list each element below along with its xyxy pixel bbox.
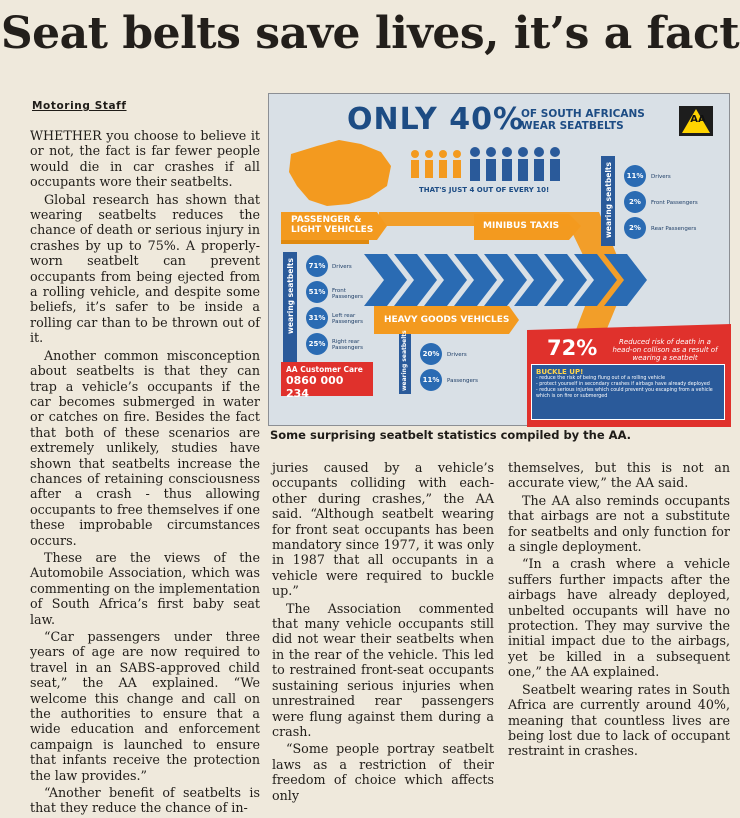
article-column-1 xyxy=(30,128,260,818)
aa-logo-text: AA xyxy=(690,114,706,125)
stat-pct: 31% xyxy=(308,314,326,322)
paragraph: juries caused by a vehicle’s occupants colliding with each-other during crashes,” the AA said. “Although seatbelt wearing for front seat occupants has been mandatory since 1977, it was only in 1987 that all occupants in a vehicle were required to buckle up.” xyxy=(272,460,494,599)
infographic-caption: Some surprising seatbelt statistics compiled by the AA. xyxy=(270,428,632,442)
paragraph: Seatbelt wearing rates in South Africa are currently around 40%, meaning that countless lives are being lost due to lack of occupant restraint in crashes. xyxy=(508,681,730,759)
paragraph: “Some people portray seatbelt laws as a restriction of their freedom of choice which affects only xyxy=(272,741,494,803)
stat-label: Drivers xyxy=(651,174,671,180)
article-column-2 xyxy=(272,460,494,805)
stat-pct: 2% xyxy=(629,198,641,206)
paragraph: These are the views of the Automobile Association, which was commenting on the implementation of South Africa’s first baby seat law. xyxy=(30,549,260,627)
paragraph: The Association commented that many vehicle occupants still did not wear their seatbelts when in the rear of the vehicle. This led to restrained front-seat occupants sustaining serious injuries when unrestrained rear passengers were flung against them during a crash. xyxy=(272,600,494,739)
people-icons xyxy=(411,147,560,181)
aa-customer-care xyxy=(281,362,373,400)
stat-pct: 25% xyxy=(308,340,326,348)
stat-pct: 71% xyxy=(308,262,326,270)
passenger-label: PASSENGER & LIGHT VEHICLES xyxy=(291,215,374,235)
buckle-line: - reduce serious injuries which could prevent you escaping from a vehicle which is on fire or submerged xyxy=(536,388,713,399)
stat-label: Drivers xyxy=(332,264,352,270)
stat-label: Rear Passengers xyxy=(651,226,697,232)
people-caption: THAT'S JUST 4 OUT OF EVERY 10! xyxy=(419,186,550,194)
paragraph: themselves, but this is not an accurate view,” the AA said. xyxy=(508,460,730,491)
heavy-label: HEAVY GOODS VEHICLES xyxy=(384,315,510,325)
paragraph: “Another benefit of seatbelts is that they reduce the chance of in- xyxy=(30,785,260,816)
stat-label: Front Passengers xyxy=(651,200,698,206)
buckle-up-box xyxy=(531,364,725,420)
infographic-title: ONLY 40% xyxy=(347,102,525,137)
minibus-label: MINIBUS TAXIS xyxy=(483,221,560,231)
vertical-label-minibus: wearing seatbelts xyxy=(604,162,613,238)
headline: Seat belts save lives, it’s a fact xyxy=(0,8,740,59)
byline: Motoring Staff xyxy=(32,100,127,112)
care-label: AA Customer Care xyxy=(286,365,363,374)
paragraph: Global research has shown that wearing seatbelts reduces the chance of death or serious injury in crashes by up to 75%. A properly-worn seatbelt can prevent occupants from being ejected from a rolling vehicle, and despite some beliefs, it’s safer to be inside a rolling car than to be thrown out of it. xyxy=(30,191,260,346)
stat-label: Drivers xyxy=(447,352,467,358)
article-column-3 xyxy=(508,460,730,761)
stat-label: Left rear Passengers xyxy=(332,313,364,325)
vertical-label-passenger: wearing seatbelts xyxy=(286,258,295,334)
stat-pct: 2% xyxy=(629,224,641,232)
stat-label: Front Passengers xyxy=(332,288,364,300)
paragraph: “In a crash where a vehicle suffers further impacts after the airbags have already deployed, unbelted occupants will have no protection. They may survive the initial impact due to the airbags, yet be killed in a subsequent one,” the AA explained. xyxy=(508,556,730,680)
stat-label: Right rear Passengers xyxy=(332,339,364,351)
buckle-line: - reduce the risk of being flung out of a rolling vehicle xyxy=(536,376,666,381)
paragraph: “Car passengers under three years of age are now required to travel in an SABS-approved child seat,” the AA explained. “We welcome this change and call on the authorities to ensure that a wide education and enforcement campaign is launched to ensure that infants receive the protection the law provides.” xyxy=(30,629,260,783)
buckle-title: BUCKLE UP! xyxy=(536,368,584,376)
paragraph: The AA also reminds occupants that airbags are not a substitute for seatbelts and only function for a single deployment. xyxy=(508,492,730,555)
buckle-line: - protect yourself in secondary crashes if airbags have already deployed xyxy=(536,382,710,387)
reduction-pct: 72% xyxy=(547,336,598,360)
seatbelt-infographic xyxy=(268,93,730,426)
care-number: 0860 000 234 xyxy=(286,374,344,400)
stat-pct: 51% xyxy=(308,288,326,296)
vertical-label-heavy: wearing seatbelts xyxy=(401,330,408,391)
stat-pct: 20% xyxy=(422,350,440,358)
south-africa-map-icon xyxy=(289,140,391,206)
paragraph: WHETHER you choose to believe it or not, the fact is far fewer people would die in car crashes if all occupants wore their seatbelts. xyxy=(30,128,260,190)
reduction-text: Reduced risk of death in a head-on collison as a result of wearing a seatbelt xyxy=(612,338,718,362)
infographic-subtitle: OF SOUTH AFRICANS WEAR SEATBELTS xyxy=(521,108,645,132)
stat-label: Passengers xyxy=(447,378,479,384)
paragraph: Another common misconception about seatbelts is that they can trap a vehicle’s occupants if the car becomes submerged in water or catches on fire. Besides the fact that both of these scenarios are extremely unlikely, studies have shown that seatbelts increase the chances of retaining consciousness after a crash - thus allowing occupants to free themselves if one these improbable circumstances occurs. xyxy=(30,347,260,548)
stat-pct: 11% xyxy=(626,172,644,180)
stat-pct: 11% xyxy=(422,376,440,384)
